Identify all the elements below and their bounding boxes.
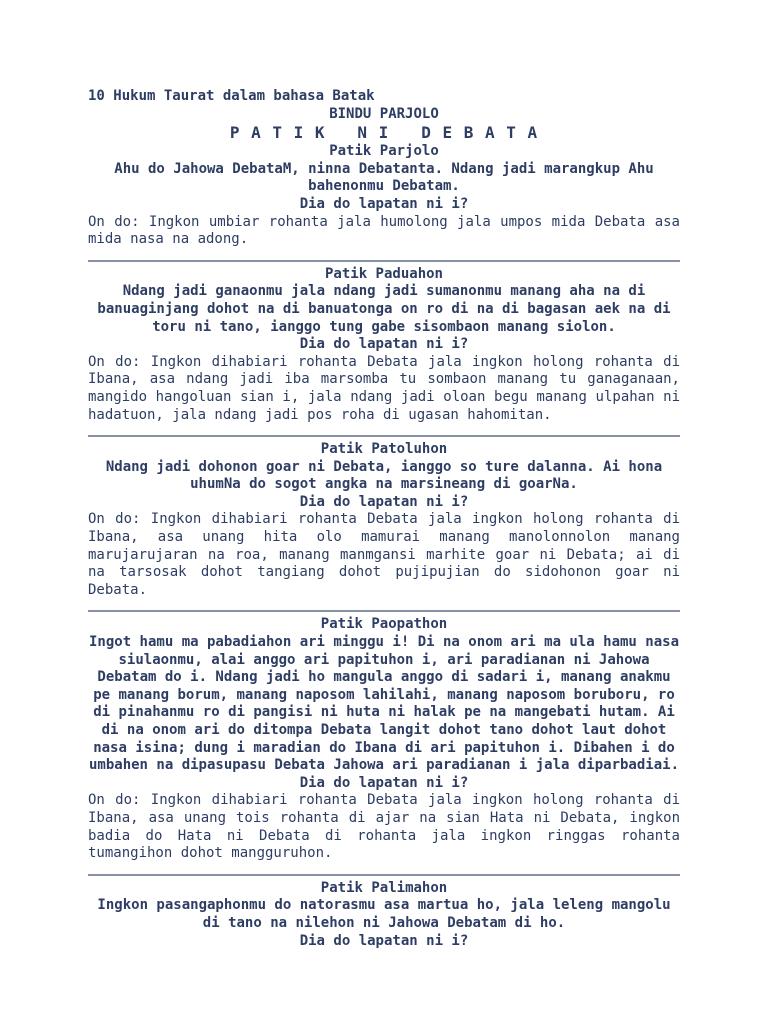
answer-text: On do: Ingkon dihabiari rohanta Debata jala ingkon holong rohanta di Ibana, asa unang hita olo mamurai manang manolonnolon manang marujarujaran na roa, manang manmgansi marhite goar ni Debata; ai di na tarsosak dohot tangiang dohot pujipujian do sidohonon goar ni Debata. bbox=[88, 511, 680, 598]
commandment-text: Ingot hamu ma pabadiahon ari minggu i! Di na onom ari ma ula hamu nasa siulaonmu, alai anggo ari papituhon i, ari paradianan ni Jahowa Debatam do i. Ndang jadi ho mangula anggo di sadari i, manang anakmu pe manang borum, manang naposom lahilahi, manang naposom boruboru, ro di pinahanmu ro di pangisi ni huta ni halak pe na mangebati hutam. Ai di na onom ari do ditompa Debata langit dohot tano dohot laut dohot nasa isina; dung i maradian do Ibana di ari papituhon i. Dibahen i do umbahen na dipasupasu Debata Jahowa ari paradianan i jala diparbadiai. bbox=[88, 634, 679, 774]
answer-text: On do: Ingkon dihabiari rohanta Debata jala ingkon holong rohanta di Ibana, asa unang tois rohanta di ajar na sian Hata ni Debata, ingkon badia do Hata ni Debata di rohanta jala ingkon ringgas rohanta tumangihon dohot mangguruhon. bbox=[88, 792, 680, 862]
commandment-text: Ndang jadi dohonon goar ni Debata, ianggo so ture dalanna. Ai hona uhumNa do sogot angka na marsineang di goarNa. bbox=[105, 458, 663, 493]
document-title: 10 Hukum Taurat dalam bahasa Batak bbox=[88, 88, 375, 104]
section-divider bbox=[88, 260, 680, 262]
answer-text: On do: Ingkon umbiar rohanta jala humolong jala umpos mida Debata asa mida nasa na adong. bbox=[88, 213, 680, 248]
patik-section-2 bbox=[88, 266, 680, 424]
commandment-text: Ingkon pasangaphonmu do natorasmu asa martua ho, jala leleng mangolu di tano na nilehon ni Jahowa Debatam di ho. bbox=[97, 897, 671, 931]
section-title: Patik Palimahon bbox=[320, 879, 448, 896]
section-title: Patik Paopathon bbox=[320, 616, 448, 633]
question-text: Dia do lapatan ni i? bbox=[299, 195, 469, 212]
main-title: P A T I K N I D E B A T A bbox=[229, 123, 539, 143]
answer-text: On do: Ingkon dihabiari rohanta Debata jala ingkon holong rohanta di Ibana, asa ndang jadi iba marsomba tu sombaon manang tu ganaganaan, mangido hangoluan sian i, jala ndang jadi oloan begu manang ulpahan ni hadatuon, jala ndang jadi pos roha di ugasan hahomitan. bbox=[88, 353, 680, 423]
question-text: Dia do lapatan ni i? bbox=[299, 932, 469, 949]
commandment-text: Ndang jadi ganaonmu jala ndang jadi sumanonmu manang aha na di banuaginjang dohot na di banuatonga on ro di na di bagasan aek na di toru ni tano, ianggo tung gabe sisombaon manang siolon. bbox=[97, 283, 671, 335]
section-title: Patik Patoluhon bbox=[320, 441, 448, 458]
question-text: Dia do lapatan ni i? bbox=[299, 774, 469, 791]
patik-section-1 bbox=[88, 143, 680, 249]
patik-section-5 bbox=[88, 880, 680, 950]
section-title: Patik Paduahon bbox=[324, 265, 443, 282]
section-divider bbox=[88, 435, 680, 437]
question-text: Dia do lapatan ni i? bbox=[299, 493, 469, 510]
commandment-text: Ahu do Jahowa DebataM, ninna Debatanta. Ndang jadi marangkup Ahu bahenonmu Debatam. bbox=[114, 160, 654, 195]
section-divider bbox=[88, 874, 680, 876]
section-divider bbox=[88, 610, 680, 612]
chapter-heading: BINDU PARJOLO bbox=[329, 105, 439, 122]
question-text: Dia do lapatan ni i? bbox=[299, 336, 469, 353]
section-title: Patik Parjolo bbox=[329, 143, 439, 160]
patik-section-4 bbox=[88, 616, 680, 862]
patik-section-3 bbox=[88, 441, 680, 599]
